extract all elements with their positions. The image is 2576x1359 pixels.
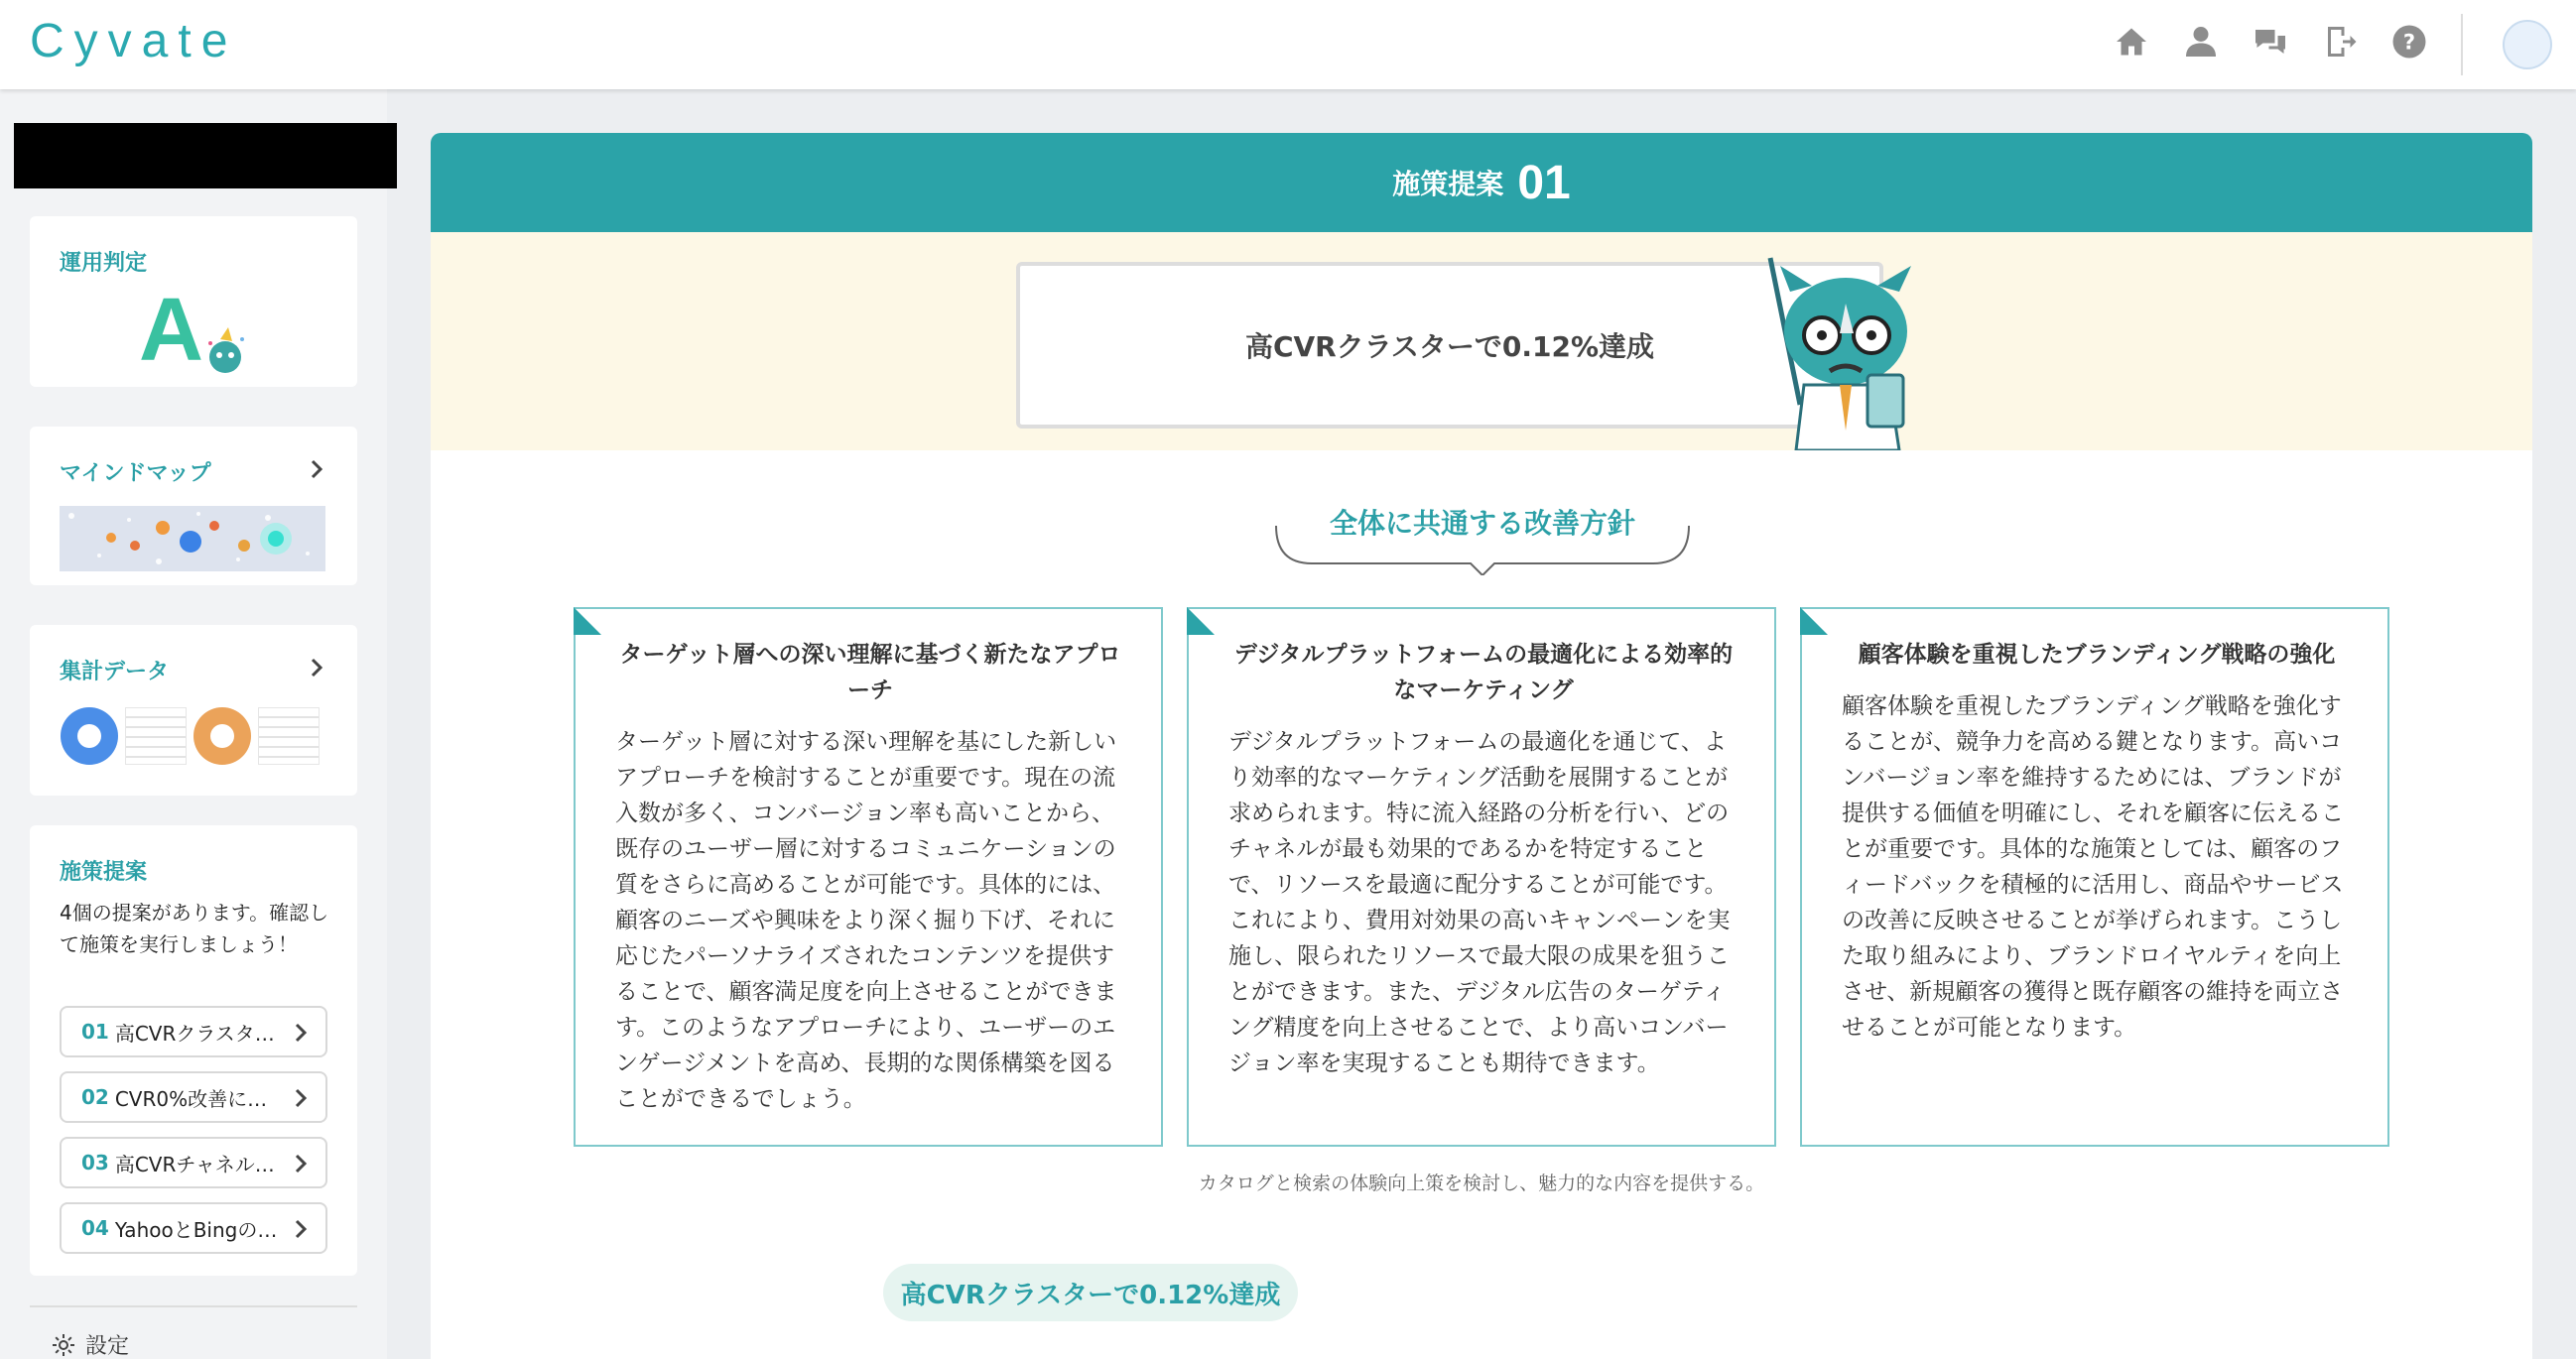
grade-title: 運用判定 [60, 251, 148, 276]
redacted-block [14, 123, 397, 188]
hero-title: 高CVRクラスターで0.12%達成 [1016, 262, 1883, 429]
chevron-right-icon [290, 1022, 312, 1044]
proposal-item[interactable] [60, 1071, 327, 1123]
chevron-right-icon [306, 657, 327, 679]
sidebar-divider [30, 1305, 357, 1307]
settings-link[interactable] [52, 1329, 129, 1359]
proposal-label: CVR0%改善に… [114, 1086, 268, 1111]
stats-thumbnail [60, 706, 320, 766]
chat-icon[interactable] [2253, 24, 2288, 60]
user-icon[interactable] [2183, 24, 2219, 60]
policy-column-title: ターゲット層への深い理解に基づく新たなアプローチ [619, 642, 1121, 703]
rhino-teacher-mascot-icon [1760, 256, 1929, 450]
help-icon[interactable] [2391, 24, 2427, 60]
chevron-right-icon [290, 1218, 312, 1240]
policy-column-title: デジタルプラットフォームの最適化による効率的なマーケティング [1233, 642, 1734, 703]
grade-card[interactable] [30, 216, 357, 387]
grade-value: A [139, 281, 203, 380]
proposal-number: 04 [81, 1216, 109, 1240]
gear-icon [52, 1333, 75, 1357]
pie-chart-icon [193, 706, 252, 766]
corner-accent [574, 607, 601, 635]
caption-text: カタログと検索の体験向上策を検討し、魅力的な内容を提供する。 [1198, 1173, 1765, 1194]
proposal-number: 03 [81, 1151, 109, 1174]
proposal-header [431, 133, 2532, 232]
proposal-item[interactable] [60, 1202, 327, 1254]
sidebar [0, 89, 387, 1359]
proposal-label: 高CVRチャネル… [114, 1152, 275, 1176]
mindmap-title: マインドマップ [60, 461, 211, 486]
header-divider [2461, 14, 2463, 75]
proposal-header-label: 施策提案 [1392, 168, 1504, 200]
main-panel [431, 133, 2532, 1359]
policy-column [1800, 607, 2389, 1147]
logout-icon[interactable] [2322, 24, 2358, 60]
policy-label: 全体に共通する改善方針 [1329, 507, 1635, 540]
proposals-card [30, 825, 357, 1276]
chevron-right-icon [306, 458, 327, 480]
rhino-mascot-icon [198, 325, 252, 375]
avatar[interactable] [2503, 20, 2552, 69]
proposal-item[interactable] [60, 1137, 327, 1188]
top-header [0, 0, 2576, 89]
proposal-header-number: 01 [1517, 156, 1571, 209]
stats-title: 集計データ [60, 660, 170, 684]
home-icon[interactable] [2114, 24, 2149, 60]
proposals-title: 施策提案 [60, 860, 148, 885]
section-bubble: 高CVRクラスターで0.12%達成 [883, 1264, 1298, 1321]
policy-column [574, 607, 1163, 1147]
policy-column-body: 顧客体験を重視したブランディング戦略を強化することが、競争力を高める鍵となります。高いコンバージョン率を維持するためには、ブランドが提供する価値を明確にし、それを顧客に伝えることが重要です。具体的な施策としては、顧客のフィードバックを積極的に活用し、商品やサービスの改善に反映させることが挙げられます。こうした取り組みにより、ブランドロイヤルティを向上させ、新規顧客の獲得と既存顧客の維持を両立させることが可能となります。 [1842, 693, 2344, 1041]
chevron-right-icon [290, 1087, 312, 1109]
chevron-right-icon [290, 1153, 312, 1174]
mindmap-card[interactable] [30, 427, 357, 585]
stats-card[interactable] [30, 625, 357, 796]
mini-table [125, 707, 187, 765]
proposal-number: 02 [81, 1085, 109, 1109]
pie-chart-icon [60, 706, 119, 766]
app-logo[interactable]: Cyvate [30, 15, 238, 67]
proposals-description: 4個の提案があります。確認して施策を実行しましょう！ [60, 901, 329, 956]
policy-column-title: 顧客体験を重視したブランディング戦略の強化 [1858, 642, 2336, 668]
corner-accent [1800, 607, 1828, 635]
proposal-label: YahooとBingの… [114, 1217, 278, 1242]
policy-column-body: デジタルプラットフォームの最適化を通じて、より効率的なマーケティング活動を展開することが求められます。特に流入経路の分析を行い、どのチャネルが最も効果的であるかを特定することで、リソースを最適に配分することが可能です。これにより、費用対効果の高いキャンペーンを実施し、限られたリソースで最大限の成果を狙うことができます。また、デジタル広告のターゲティング精度を向上させることで、より高いコンバージョン率を実現することも期待できます。 [1228, 729, 1731, 1076]
hero-section [431, 232, 2532, 450]
header-nav [2114, 24, 2427, 60]
proposal-item[interactable] [60, 1006, 327, 1057]
corner-accent [1187, 607, 1215, 635]
svg-text:?: ? [2402, 30, 2416, 55]
proposal-number: 01 [81, 1020, 109, 1044]
mindmap-thumbnail [60, 506, 325, 571]
settings-label: 設定 [85, 1334, 130, 1359]
policy-column-body: ターゲット層に対する深い理解を基にした新しいアプローチを検討することが重要です。現在の流入数が多く、コンバージョン率も高いことから、既存のユーザー層に対するコミュニケーションの質をさらに高めることが可能です。具体的には、顧客のニーズや興味をより深く掘り下げ、それに応じたパーソナライズされたコンテンツを提供することで、顧客満足度を向上させることができます。このようなアプローチにより、ユーザーのエンゲージメントを高め、長期的な関係構築を図ることができるでしょう。 [615, 729, 1117, 1112]
mini-table [258, 707, 320, 765]
proposal-label: 高CVRクラスタ… [114, 1021, 275, 1046]
policy-column [1187, 607, 1776, 1147]
